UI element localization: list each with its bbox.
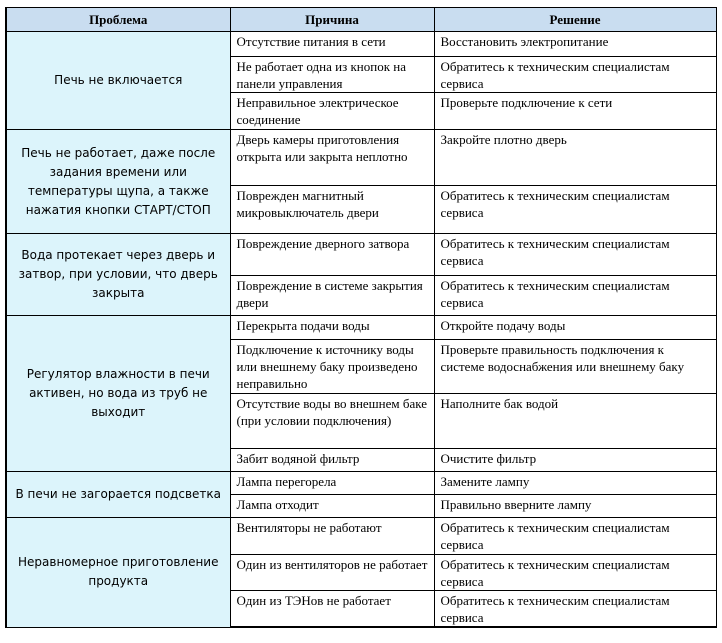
cause-cell: Повреждение дверного затвора [230, 234, 434, 276]
cause-cell: Отсутствие питания в сети [230, 32, 434, 57]
table-row [6, 234, 716, 276]
cause-cell: Поврежден магнитный микровыключатель двери [230, 186, 434, 234]
solution-cell: Закройте плотно дверь [434, 130, 716, 186]
cause-cell: Не работает одна из кнопок на панели управления [230, 57, 434, 93]
solution-cell: Откройте подачу воды [434, 316, 716, 340]
solution-cell: Обратитесь к техническим специалистам сервиса [434, 518, 716, 555]
header-problem: Проблема [6, 8, 230, 32]
problem-cell: Вода протекает через дверь и затвор, при условии, что дверь закрыта [6, 234, 230, 316]
cause-cell: Один из вентиляторов не работает [230, 555, 434, 591]
solution-cell: Обратитесь к техническим специалистам сервиса [434, 186, 716, 234]
cause-cell: Вентиляторы не работают [230, 518, 434, 555]
solution-cell: Замените лампу [434, 472, 716, 495]
cause-cell: Неправильное электрическое соединение [230, 93, 434, 130]
cause-cell: Перекрыта подачи воды [230, 316, 434, 340]
cause-cell: Лампа отходит [230, 495, 434, 518]
problem-cell: Регулятор влажности в печи активен, но вода из труб не выходит [6, 316, 230, 472]
problem-cell: Печь не работает, даже после задания времени или температуры щупа, а также нажатия кнопки СТАРТ/СТОП [6, 130, 230, 234]
cause-cell: Дверь камеры приготовления открыта или закрыта неплотно [230, 130, 434, 186]
cause-cell: Подключение к источнику воды или внешнему баку произведено неправильно [230, 340, 434, 394]
solution-cell: Обратитесь к техническим специалистам сервиса [434, 234, 716, 276]
solution-cell: Восстановить электропитание [434, 32, 716, 57]
table-row [6, 518, 716, 555]
cause-cell: Один из ТЭНов не работает [230, 591, 434, 628]
table-body [6, 32, 716, 628]
solution-cell: Проверьте подключение к сети [434, 93, 716, 130]
troubleshooting-table [5, 7, 717, 628]
header-row [6, 8, 716, 32]
solution-cell: Очистите фильтр [434, 449, 716, 472]
cause-cell: Забит водяной фильтр [230, 449, 434, 472]
problem-cell: Печь не включается [6, 32, 230, 130]
cause-cell: Отсутствие воды во внешнем баке (при условии подключения) [230, 394, 434, 449]
cause-cell: Повреждение в системе закрытия двери [230, 276, 434, 316]
solution-cell: Обратитесь к техническим специалистам сервиса [434, 276, 716, 316]
table-row [6, 316, 716, 340]
solution-cell: Обратитесь к техническим специалистам сервиса [434, 555, 716, 591]
solution-cell: Проверьте правильность подключения к системе водоснабжения или внешнему баку [434, 340, 716, 394]
table-row [6, 32, 716, 57]
table-row [6, 472, 716, 495]
header-cause: Причина [230, 8, 434, 32]
problem-cell: В печи не загорается подсветка [6, 472, 230, 518]
solution-cell: Правильно вверните лампу [434, 495, 716, 518]
solution-cell: Обратитесь к техническим специалистам сервиса [434, 591, 716, 628]
table-row [6, 130, 716, 186]
solution-cell: Наполните бак водой [434, 394, 716, 449]
table-header [6, 8, 716, 32]
problem-cell: Неравномерное приготовление продукта [6, 518, 230, 628]
cause-cell: Лампа перегорела [230, 472, 434, 495]
header-solution: Решение [434, 8, 716, 32]
solution-cell: Обратитесь к техническим специалистам сервиса [434, 57, 716, 93]
